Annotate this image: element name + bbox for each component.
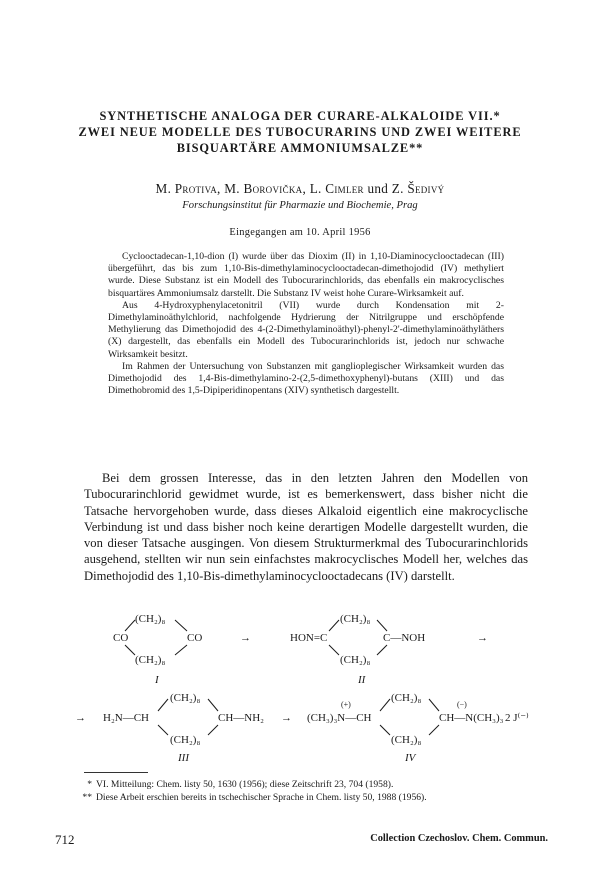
- article-title-line-2: ZWEI NEUE MODELLE DES TUBOCURARINS UND ZWEI WEITERE: [78, 125, 522, 139]
- footnotes: [72, 778, 542, 804]
- compound-iv: [307, 692, 529, 764]
- footnote-mark: **: [82, 792, 92, 803]
- compound-iii-amine-left: H₂N—CH: [103, 712, 150, 724]
- compound-ii: [290, 613, 425, 686]
- compound-label-iv: IV: [405, 752, 416, 764]
- compound-iv-counterion: 2 J⁽⁻⁾: [505, 712, 529, 724]
- arrow-2: →: [477, 632, 488, 644]
- compound-i-co-right: CO: [187, 632, 203, 644]
- arrow-3: →: [75, 712, 86, 724]
- compound-label-iii: III: [178, 752, 189, 764]
- author-3: L. Cimler: [309, 181, 364, 196]
- footnote-rule: [84, 772, 148, 773]
- compound-i-chain-top: (CH₂)₈: [135, 613, 166, 625]
- compound-ii-chain-top: (CH₂)₈: [340, 613, 371, 625]
- arrow-4: →: [281, 712, 292, 724]
- author-separator: ,: [217, 181, 221, 196]
- compound-iv-charge-plus: (+): [341, 700, 351, 709]
- compound-i-chain-bottom: (CH₂)₈: [135, 654, 166, 666]
- compound-i: [113, 613, 202, 686]
- body-paragraph: Bei dem grossen Interesse, das in den letzten Jahren den Modellen von Tubocurarinchlorid gewidmet wurde, ist es bemerkenswert, dass bisher nicht die Tatsache hervorgehoben wurde, dass dieses Alkaloid eigentlich eine makrocyclische Verbindung ist und dass bisher noch keine derartigen Modelle dargestellt wurden, die von dieser Tatsache ausgingen. Von diesem Strukturmerkmal des Tubocurarinchlorids ausgehend, stellten wir nun sein einfachstes makrocyclisches Modell her, welches das Dimethojodid des 1,10-Bis-dimethylaminocyclooctadecans (IV) darstellt.: [84, 471, 528, 583]
- author-list: [40, 181, 560, 197]
- compound-ii-chain-bottom: (CH₂)₈: [340, 654, 371, 666]
- footnote-text: Diese Arbeit erschien bereits in tschechischer Sprache in Chem. listy 50, 1988 (1956).: [96, 792, 427, 803]
- body-text: [84, 470, 528, 584]
- compound-i-co-left: CO: [113, 632, 129, 644]
- abstract-paragraph-2: Aus 4-Hydroxyphenylacetonitril (VII) wurde durch Kondensation mit 2-Dimethylaminoäthylchlorid, nachfolgende Hydrierung der Nitrilgruppe und erschöpfende Methylierung das Dimethojodid des 4-(2-Dimethylaminoäthyl)-phenyl-2'-dimethylaminoäthyläthers (X) dargestellt, das ebenfalls ein Modell des Tubocurarinchlorids ist, jedoch nur schwache Wirksamkeit besitzt.: [108, 299, 504, 360]
- compound-iv-chain-top: (CH₂)₈: [391, 692, 422, 704]
- arrow-1: →: [240, 632, 251, 644]
- journal-name: Collection Czechoslov. Chem. Commun.: [370, 833, 548, 844]
- compound-ii-oxime-right: C—NOH: [383, 632, 426, 644]
- author-conjunction: und: [367, 181, 389, 196]
- compound-iv-ammonium-left: (CH₃)₃N—CH: [307, 712, 372, 724]
- compound-label-i: I: [155, 674, 159, 686]
- footnote-text: VI. Mitteilung: Chem. listy 50, 1630 (1956); diese Zeitschrift 23, 704 (1958).: [96, 779, 394, 790]
- footnote-2: [72, 791, 542, 804]
- compound-iii-amine-right: CH—NH₂: [218, 712, 265, 724]
- author-4: Z. Šedivý: [391, 181, 445, 196]
- page-number: 712: [55, 832, 75, 847]
- compound-iii: [103, 692, 264, 764]
- reaction-scheme: [75, 605, 535, 765]
- compound-iv-ammonium-right: CH—N(CH₃)₃: [439, 712, 504, 724]
- author-1: M. Protiva: [155, 181, 218, 196]
- compound-iv-chain-bottom: (CH₂)₈: [391, 734, 422, 746]
- author-separator: ,: [302, 181, 307, 196]
- footnote-1: [72, 778, 542, 791]
- author-2: M. Borovička: [224, 181, 303, 196]
- abstract: [108, 251, 504, 397]
- institute-affiliation: Forschungsinstitut für Pharmazie und Biochemie, Prag: [182, 200, 418, 211]
- article-title-line-1: SYNTHETISCHE ANALOGA DER CURARE-ALKALOIDE VII.*: [99, 109, 501, 123]
- abstract-paragraph-3: Im Rahmen der Untersuchung von Substanzen mit ganglioplegischer Wirksamkeit wurden das Dimethojodid des 1,4-Bis-dimethylamino-2-(2,5-dimethoxyphenyl)-butans (XIII) und das Dimethobromid des 1,5-Dipiperidinopentans (XIV) synthetisch dargestellt.: [108, 360, 504, 397]
- compound-iv-charge-minus: (−): [457, 700, 467, 709]
- compound-iii-chain-bottom: (CH₂)₈: [170, 734, 201, 746]
- article-title-line-3: BISQUARTÄRE AMMONIUMSALZE**: [176, 141, 424, 155]
- received-date: Eingegangen am 10. April 1956: [229, 227, 371, 238]
- compound-iii-chain-top: (CH₂)₈: [170, 692, 201, 704]
- footnote-mark: *: [87, 779, 92, 790]
- compound-ii-oxime-left: HON=C: [290, 632, 328, 644]
- compound-label-ii: II: [358, 674, 366, 686]
- abstract-paragraph-1: Cyclooctadecan-1,10-dion (I) wurde über das Dioxim (II) in 1,10-Diaminocyclooctadecan (III) übergeführt, das bis zum 1,10-Bis-dimethylaminocyclooctadecan-dimethojodid (IV) methyliert wurde. Diese Substanz ist ein Modell des Tubocurarinchlorids, das ebenfalls ein makrocyclisches bisquartäres Ammoniumsalz darstellt. Die Substanz IV weist hohe Curare-Wirksamkeit auf.: [108, 251, 504, 299]
